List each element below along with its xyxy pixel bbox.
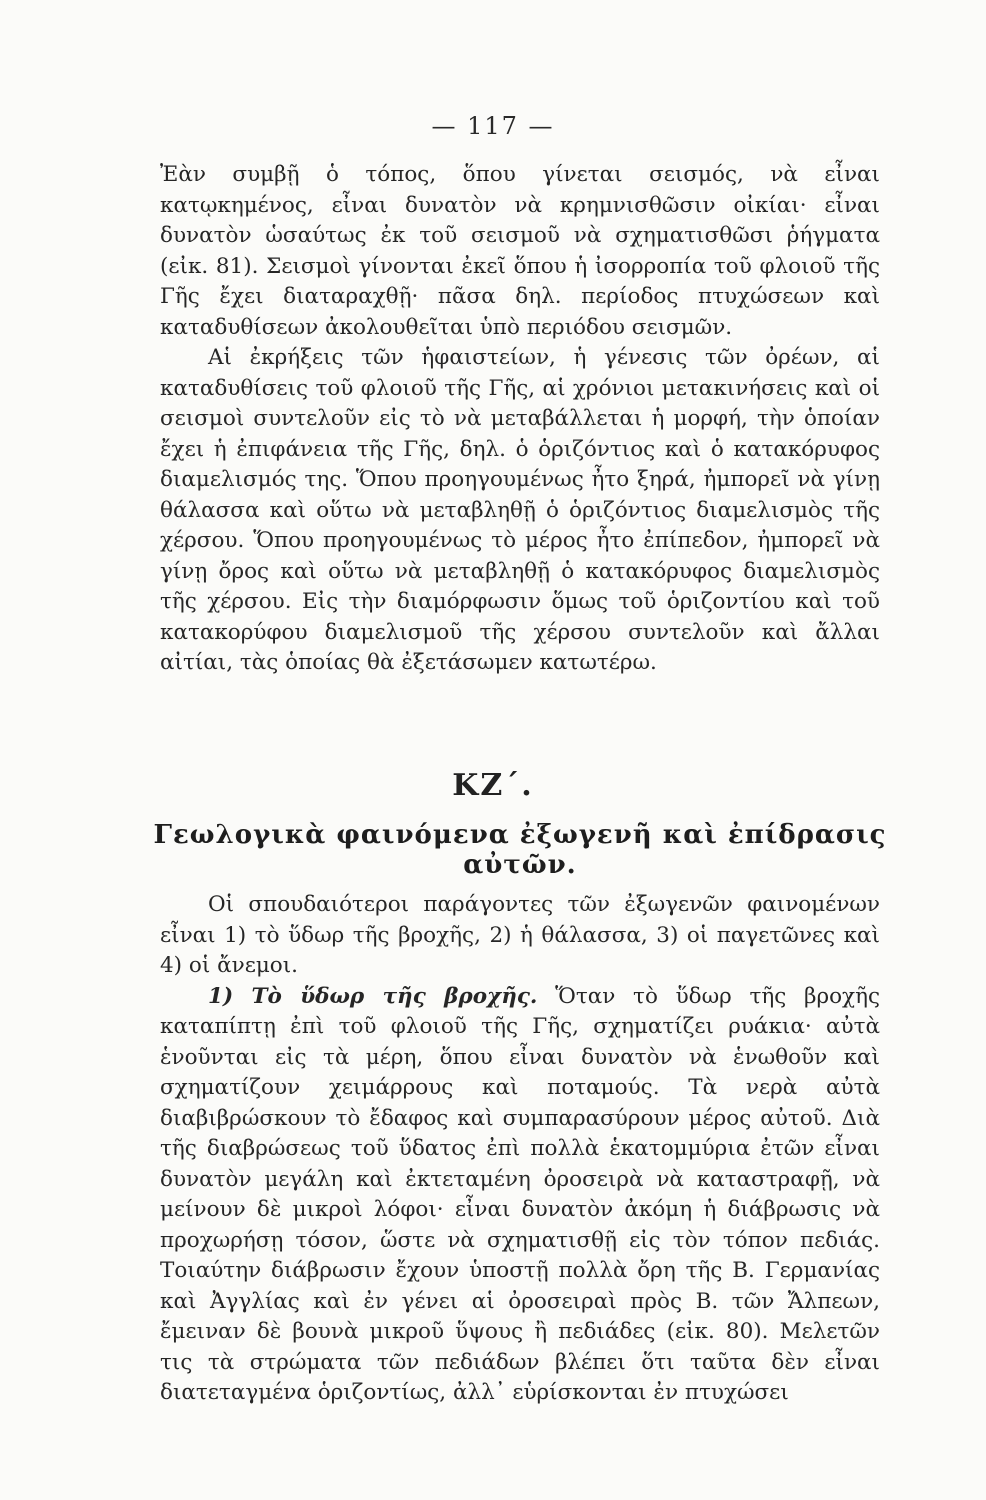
text-block-bottom [160, 890, 880, 1409]
rain-water-heading: 1) Τὸ ὕδωρ τῆς βροχῆς. [208, 983, 538, 1009]
paragraph-earthquakes: Ἐὰν συμβῇ ὁ τόπος, ὅπου γίνεται σεισμός, νὰ εἶναι κατῳκημένος, εἶναι δυνατὸν νὰ κρημνισθῶσιν οἰκίαι· εἶναι δυνατὸν ὡσαύτως ἐκ τοῦ σεισμοῦ νὰ σχηματισθῶσι ῥήγματα (εἰκ. 81). Σεισμοὶ γίνονται ἐκεῖ ὅπου ἡ ἰσορροπία τοῦ φλοιοῦ τῆς Γῆς ἔχει διαταραχθῇ· πᾶσα δηλ. περίοδος πτυχώσεων καὶ καταδυθίσεων ἀκολουθεῖται ὑπὸ περιόδου σεισμῶν. [160, 162, 880, 340]
paragraph-rain-water [160, 982, 880, 1409]
rain-water-text: Ὅταν τὸ ὕδωρ τῆς βροχῆς καταπίπτῃ ἐπὶ τοῦ φλοιοῦ τῆς Γῆς, σχηματίζει ρυάκια· αὐτὰ ἑνοῦνται εἰς τὰ μέρη, ὅπου εἶναι δυνατὸν νὰ ἑνωθοῦν καὶ σχηματίζουν χειμάρρους καὶ ποταμούς. Τὰ νερὰ αὐτὰ διαβιβρώσκουν τὸ ἔδαφος καὶ συμπαρασύρουν μέρος αὐτοῦ. Διὰ τῆς διαβρώσεως τοῦ ὕδατος ἐπὶ πολλὰ ἑκατομμύρια ἐτῶν εἶναι δυνατὸν μεγάλη καὶ ἐκτεταμένη ὀροσειρὰ νὰ καταστραφῇ, νὰ μείνουν δὲ μικροὶ λόφοι· εἶναι δυνατὸν ἀκόμη ἡ διάβρωσις νὰ προχωρήσῃ τόσον, ὥστε νὰ σχηματισθῇ εἰς τὸν τόπον πεδιάς. Τοιαύτην διάβρωσιν ἔχουν ὑποστῇ πολλὰ ὄρη τῆς Β. Γερμανίας καὶ Ἀγγλίας καὶ ἐν γένει αἱ ὀροσειραὶ πρὸς Β. τῶν Ἄλπεων, ἔμειναν δὲ βουνὰ μικροῦ ὕψους ἢ πεδιάδες (εἰκ. 80). Μελετῶν τις τὰ στρώματα τῶν πεδιάδων βλέπει ὅτι ταῦτα δὲν εἶναι διατεταγμένα ὁριζοντίως, ἀλλ᾽ εὑρίσκονται ἐν πτυχώσει [160, 983, 880, 1405]
section-title: Γεωλογικὰ φαινόμενα ἐξωγενῆ καὶ ἐπίδρασις αὐτῶν. [153, 820, 887, 880]
paragraph-exogenous-factors: Οἱ σπουδαιότεροι παράγοντες τῶν ἐξωγενῶν φαινομένων εἶναι 1) τὸ ὕδωρ τῆς βροχῆς, 2) ἡ θάλασσα, 3) οἱ παγετῶνες καὶ 4) οἱ ἄνεμοι. [160, 892, 880, 978]
section-mark: ΚΖ΄. [452, 768, 534, 803]
paragraph-surface-changes: Αἱ ἐκρήξεις τῶν ἡφαιστείων, ἡ γένεσις τῶν ὀρέων, αἱ καταδυθίσεις τοῦ φλοιοῦ τῆς Γῆς, αἱ χρόνιοι μετακινήσεις καὶ οἱ σεισμοὶ συντελοῦν εἰς τὸ νὰ μεταβάλλεται ἡ μορφή, τὴν ὁποίαν ἔχει ἡ ἐπιφάνεια τῆς Γῆς, δηλ. ὁ ὁριζόντιος καὶ ὁ κατακόρυφος διαμελισμός της. Ὅπου προηγουμένως ἦτο ξηρά, ἠμπορεῖ νὰ γίνῃ θάλασσα καὶ οὕτω νὰ μεταβληθῇ ὁ ὁριζόντιος διαμελισμὸς τῆς χέρσου. Ὅπου προηγουμένως τὸ μέρος ἦτο ἐπίπεδον, ἠμπορεῖ νὰ γίνῃ ὄρος καὶ οὕτω νὰ μεταβληθῇ ὁ κατακόρυφος διαμελισμὸς τῆς χέρσου. Εἰς τὴν διαμόρφωσιν ὅμως τοῦ ὁριζοντίου καὶ τοῦ κατακορύφου διαμελισμοῦ τῆς χέρσου συντελοῦν καὶ ἄλλαι αἰτίαι, τὰς ὁποίας θὰ ἐξετάσωμεν κατωτέρω. [160, 345, 880, 675]
text-block-top [160, 160, 880, 679]
page-number: — 117 — [431, 112, 555, 140]
